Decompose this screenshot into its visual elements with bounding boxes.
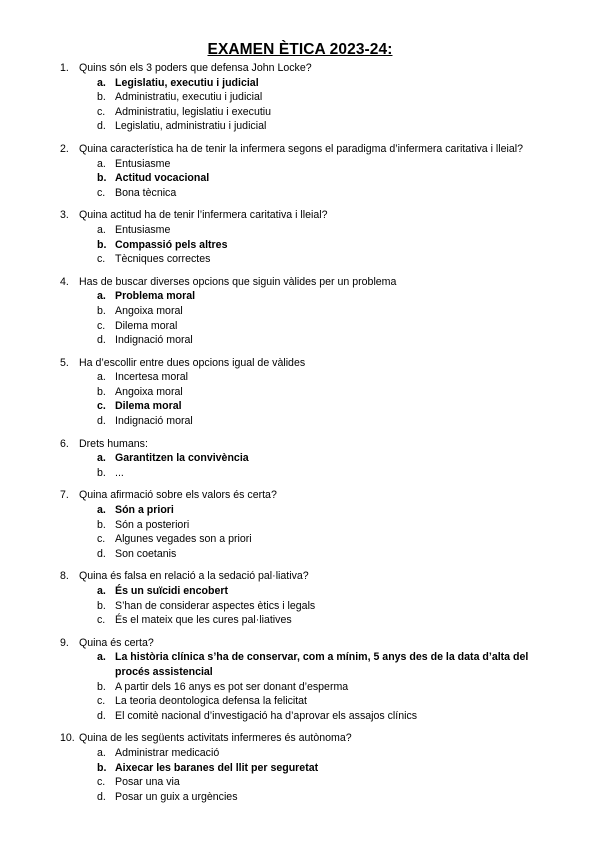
option-text: Angoixa moral: [115, 304, 183, 317]
question-text: Ha d’escollir entre dues opcions igual de vàlides: [79, 356, 306, 369]
option-letter: c.: [97, 253, 106, 266]
option-text: Legislatiu, executiu i judicial: [115, 76, 259, 89]
answer-option: [0, 385, 600, 400]
question-item: [0, 636, 600, 724]
option-text: Garantitzen la convivència: [115, 452, 249, 465]
answer-options: [0, 503, 600, 561]
option-text: Posar un guix a urgències: [115, 790, 238, 803]
question-text: Quina afirmació sobre els valors és certa?: [79, 489, 277, 502]
option-letter: a.: [97, 746, 106, 759]
option-letter: d.: [97, 790, 106, 803]
option-letter: b.: [97, 680, 106, 693]
answer-option-correct: [0, 238, 600, 253]
option-text: Administratiu, legislatiu i executiu: [115, 105, 272, 118]
option-letter: d.: [97, 709, 106, 722]
answer-option: [0, 790, 600, 805]
answer-options: [0, 76, 600, 134]
answer-option: [0, 319, 600, 334]
question-number: 2.: [60, 142, 69, 155]
option-letter: a.: [97, 76, 106, 89]
question-number: 5.: [60, 356, 69, 369]
answer-option: [0, 518, 600, 533]
answer-option: [0, 252, 600, 267]
option-text: Entusiasme: [115, 157, 171, 170]
question-item: [0, 275, 600, 348]
question-item: [0, 488, 600, 561]
question-item: [0, 569, 600, 627]
question-item: [0, 142, 600, 200]
option-text: Problema moral: [115, 290, 196, 303]
option-letter: a.: [97, 157, 106, 170]
option-letter: c.: [97, 695, 106, 708]
exam-title: EXAMEN ÈTICA 2023-24:: [207, 41, 393, 58]
option-text: És el mateix que les cures pal·liatives: [115, 614, 292, 627]
answer-option: [0, 333, 600, 348]
question-text: Quina actitud ha de tenir l’infermera caritativa i lleial?: [79, 209, 328, 222]
answer-option: [0, 694, 600, 709]
option-text: Son coetanis: [115, 547, 177, 560]
option-letter: b.: [97, 761, 107, 774]
option-letter: c.: [97, 105, 106, 118]
answer-option-correct: [0, 171, 600, 186]
answer-options: [0, 289, 600, 347]
option-letter: a.: [97, 452, 106, 465]
option-letter: a.: [97, 585, 106, 597]
question-text: Quins són els 3 poders que defensa John Locke?: [79, 62, 312, 74]
question-text: Quina és certa?: [79, 636, 154, 649]
answer-option-correct: [0, 761, 600, 776]
option-text: Incertesa moral: [115, 371, 189, 384]
answer-option-correct: [0, 451, 600, 466]
answer-option: [0, 157, 600, 172]
option-letter: c.: [97, 400, 106, 413]
answer-option: [0, 775, 600, 790]
answer-options: [0, 451, 600, 480]
answer-option-correct: [0, 584, 600, 599]
answer-option-correct: [0, 289, 600, 304]
question-number: 10.: [60, 732, 75, 745]
option-text: Administrar medicació: [115, 746, 220, 759]
answer-option: [0, 709, 600, 724]
option-text: Entusiasme: [115, 223, 171, 236]
question-item: [0, 208, 600, 266]
answer-option: [0, 547, 600, 562]
answer-options: [0, 157, 600, 201]
option-letter: b.: [97, 385, 106, 398]
option-letter: c.: [97, 533, 106, 546]
option-letter: c.: [97, 614, 106, 627]
option-text: Són a posteriori: [115, 518, 190, 531]
answer-option: [0, 119, 600, 134]
option-text: Són a priori: [115, 504, 174, 517]
option-text: La teoria deontologica defensa la felicitat: [115, 695, 307, 708]
question-list: [0, 61, 600, 812]
answer-option: [0, 414, 600, 429]
answer-option: [0, 304, 600, 319]
option-text: És un suïcidi encobert: [115, 585, 229, 597]
answer-options: [0, 223, 600, 267]
answer-option: [0, 90, 600, 105]
question-number: 6.: [60, 437, 69, 450]
option-text: Administratiu, executiu i judicial: [115, 91, 263, 104]
option-text: Angoixa moral: [115, 385, 183, 398]
option-letter: b.: [97, 91, 106, 104]
question-number: 4.: [60, 275, 69, 288]
answer-options: [0, 650, 600, 723]
answer-option: [0, 746, 600, 761]
option-text: Compassió pels altres: [115, 238, 228, 251]
answer-option: [0, 186, 600, 201]
question-number: 8.: [60, 570, 69, 583]
answer-option: [0, 613, 600, 628]
option-text: El comitè nacional d’investigació ha d’aprovar els assajos clínics: [115, 709, 418, 722]
option-text: Indignació moral: [115, 334, 193, 347]
question-text: Quina característica ha de tenir la infermera segons el paradigma d’infermera caritativa i lleial?: [79, 142, 523, 155]
option-letter: d.: [97, 415, 106, 428]
option-letter: c.: [97, 776, 106, 789]
option-text: Actitud vocacional: [115, 172, 210, 185]
option-letter: b.: [97, 466, 106, 479]
answer-option: [0, 223, 600, 238]
option-letter: b.: [97, 304, 106, 317]
option-text: S’han de considerar aspectes ètics i legals: [115, 599, 316, 612]
option-letter: a.: [97, 290, 106, 303]
answer-options: [0, 746, 600, 804]
question-item: [0, 731, 600, 804]
option-letter: d.: [97, 334, 106, 347]
question-item: [0, 437, 600, 481]
option-text: Algunes vegades son a priori: [115, 533, 252, 546]
question-number: 9.: [60, 636, 69, 649]
answer-option: [0, 680, 600, 695]
option-text: ...: [115, 466, 124, 479]
option-text: Tècniques correctes: [115, 253, 211, 266]
answer-option-correct: [0, 650, 600, 679]
option-letter: d.: [97, 547, 106, 560]
option-text: La història clínica s’ha de conservar, com a mínim, 5 anys des de la data d’alta del procés assistencial: [115, 651, 529, 678]
question-number: 1.: [60, 62, 69, 74]
question-text: Has de buscar diverses opcions que siguin vàlides per un problema: [79, 275, 397, 288]
option-letter: c.: [97, 186, 106, 199]
answer-option: [0, 466, 600, 481]
question-text: Drets humans:: [79, 437, 148, 450]
option-text: Dilema moral: [115, 400, 182, 413]
option-text: Aixecar les baranes del llit per seguretat: [115, 761, 319, 774]
option-text: Bona tècnica: [115, 186, 177, 199]
answer-option: [0, 599, 600, 614]
question-item: [0, 356, 600, 429]
answer-option-correct: [0, 399, 600, 414]
option-text: Posar una via: [115, 776, 180, 789]
option-text: Indignació moral: [115, 415, 193, 428]
option-letter: d.: [97, 120, 106, 133]
option-text: Legislatiu, administratiu i judicial: [115, 120, 267, 133]
question-item: [0, 61, 600, 134]
answer-options: [0, 584, 600, 628]
option-letter: a.: [97, 223, 106, 236]
option-letter: a.: [97, 504, 106, 517]
answer-options: [0, 370, 600, 428]
answer-option: [0, 105, 600, 120]
answer-option: [0, 370, 600, 385]
question-number: 7.: [60, 489, 69, 502]
question-number: 3.: [60, 209, 69, 222]
option-letter: a.: [97, 371, 106, 384]
answer-option: [0, 532, 600, 547]
option-letter: b.: [97, 599, 106, 612]
option-letter: b.: [97, 172, 107, 185]
option-letter: b.: [97, 238, 107, 251]
answer-option-correct: [0, 76, 600, 91]
option-letter: c.: [97, 319, 106, 332]
question-text: Quina és falsa en relació a la sedació pal·liativa?: [79, 570, 309, 583]
question-text: Quina de les següents activitats infermeres és autònoma?: [79, 732, 352, 745]
option-letter: a.: [97, 651, 106, 664]
option-text: Dilema moral: [115, 319, 178, 332]
option-text: A partir dels 16 anys es pot ser donant d’esperma: [115, 680, 349, 693]
option-letter: b.: [97, 518, 106, 531]
answer-option-correct: [0, 503, 600, 518]
